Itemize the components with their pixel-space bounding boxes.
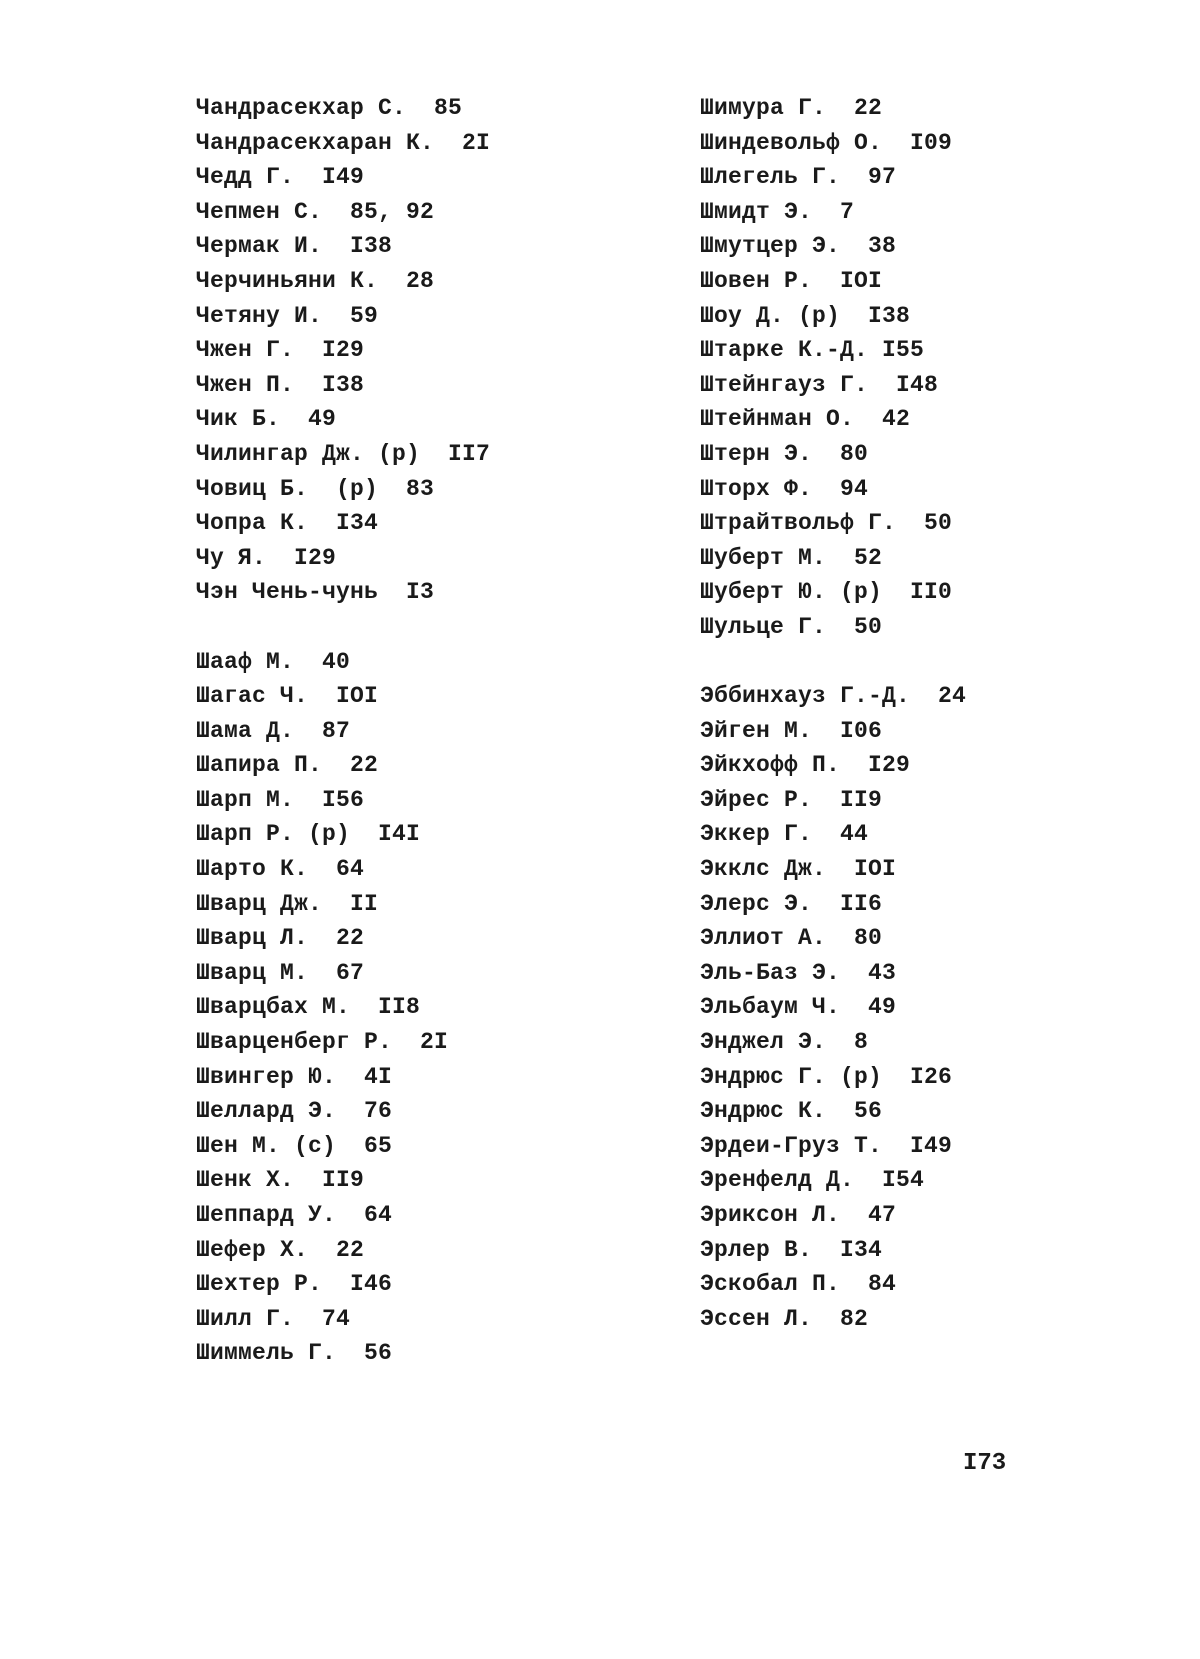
index-entry: Эльбаум Ч. 49 bbox=[700, 994, 897, 1021]
index-entry: Чепмен С. 85, 92 bbox=[196, 198, 435, 225]
index-entry: Шульце Г. 50 bbox=[700, 613, 883, 640]
index-entry: Экклс Дж. IOI bbox=[700, 856, 897, 883]
index-entry: Шварцбах М. II8 bbox=[196, 994, 421, 1021]
page-number: I73 bbox=[963, 1450, 1007, 1477]
index-entry: Шуберт Ю. (р) II0 bbox=[700, 579, 953, 606]
index-entry: Чермак И. I38 bbox=[196, 233, 393, 260]
index-right-column bbox=[700, 91, 966, 1336]
index-entry: Штейнман О. 42 bbox=[700, 406, 911, 433]
index-left-column bbox=[196, 91, 490, 1371]
index-entry: Шторх Ф. 94 bbox=[700, 475, 869, 502]
index-entry: Эскобал П. 84 bbox=[700, 1271, 897, 1298]
index-entry: Шмутцер Э. 38 bbox=[700, 233, 897, 260]
index-entry: Чедд Г. I49 bbox=[196, 164, 365, 191]
index-entry: Энджел Э. 8 bbox=[700, 1029, 869, 1056]
index-entry: Чилингар Дж. (р) II7 bbox=[196, 440, 491, 467]
index-entry: Эрдеи-Груз Т. I49 bbox=[700, 1132, 953, 1159]
index-entry: Шеллард Э. 76 bbox=[196, 1098, 393, 1125]
index-entry: Шарп Р. (р) I4I bbox=[196, 821, 421, 848]
index-entry: Шимура Г. 22 bbox=[700, 95, 883, 121]
index-entry: Шиммель Г. 56 bbox=[196, 1340, 393, 1367]
index-entry: Чэн Чень-чунь I3 bbox=[196, 579, 435, 606]
index-entry: Эндрюс К. 56 bbox=[700, 1098, 883, 1125]
index-entry: Чу Я. I29 bbox=[196, 544, 337, 571]
index-entry: Эрлер В. I34 bbox=[700, 1236, 883, 1263]
index-entry: Шуберт М. 52 bbox=[700, 544, 883, 571]
index-entry: Шовен Р. IOI bbox=[700, 267, 883, 294]
index-entry: Чжен Г. I29 bbox=[196, 337, 365, 364]
index-entry: Эйкхофф П. I29 bbox=[700, 752, 911, 779]
index-entry: Эль-Баз Э. 43 bbox=[700, 959, 897, 986]
index-entry: Эббинхауз Г.-Д. 24 bbox=[700, 683, 967, 710]
index-entry: Чандрасекхар С. 85 bbox=[196, 95, 463, 121]
index-entry: Шварц Л. 22 bbox=[196, 925, 365, 952]
index-entry: Шоу Д. (р) I38 bbox=[700, 302, 911, 329]
index-entry: Штерн Э. 80 bbox=[700, 440, 869, 467]
index-entry: Шенк Х. II9 bbox=[196, 1167, 365, 1194]
index-entry: Шмидт Э. 7 bbox=[700, 198, 855, 225]
index-entry: Эссен Л. 82 bbox=[700, 1305, 869, 1332]
index-entry: Шварц Дж. II bbox=[196, 890, 379, 917]
index-entry: Эйрес Р. II9 bbox=[700, 786, 883, 813]
index-entry: Шварценберг Р. 2I bbox=[196, 1029, 449, 1056]
index-entry: Элерс Э. II6 bbox=[700, 890, 883, 917]
index-entry: Швингер Ю. 4I bbox=[196, 1063, 393, 1090]
index-entry: Шен М. (с) 65 bbox=[196, 1132, 393, 1159]
index-entry: Эндрюс Г. (р) I26 bbox=[700, 1063, 953, 1090]
index-entry: Шехтер Р. I46 bbox=[196, 1271, 393, 1298]
index-entry: Шагас Ч. IOI bbox=[196, 683, 379, 710]
index-entry: Штрайтвольф Г. 50 bbox=[700, 510, 953, 537]
index-entry: Эйген М. I06 bbox=[700, 717, 883, 744]
index-entry: Четяну И. 59 bbox=[196, 302, 379, 329]
index-entry: Шарп М. I56 bbox=[196, 786, 365, 813]
index-entry: Эренфелд Д. I54 bbox=[700, 1167, 925, 1194]
index-entry: Эриксон Л. 47 bbox=[700, 1202, 897, 1228]
index-entry: Чик Б. 49 bbox=[196, 406, 337, 433]
index-entry: Эллиот А. 80 bbox=[700, 925, 883, 952]
index-entry: Шааф М. 40 bbox=[196, 648, 351, 675]
index-entry: Шарто К. 64 bbox=[196, 856, 365, 883]
index-entry: Шлегель Г. 97 bbox=[700, 164, 897, 191]
section-gap bbox=[700, 645, 966, 680]
index-entry: Чопра К. I34 bbox=[196, 510, 379, 537]
index-entry: Шефер Х. 22 bbox=[196, 1236, 365, 1263]
index-entry: Эккер Г. 44 bbox=[700, 821, 869, 848]
index-entry: Чжен П. I38 bbox=[196, 371, 365, 398]
index-entry: Штарке К.-Д. I55 bbox=[700, 337, 925, 364]
section-gap bbox=[196, 610, 490, 645]
index-entry: Шеппард У. 64 bbox=[196, 1202, 393, 1228]
index-entry: Шварц М. 67 bbox=[196, 959, 365, 986]
index-entry: Шилл Г. 74 bbox=[196, 1305, 351, 1332]
index-entry: Штейнгауз Г. I48 bbox=[700, 371, 939, 398]
index-entry: Шапира П. 22 bbox=[196, 752, 379, 779]
index-entry: Черчиньяни К. 28 bbox=[196, 267, 435, 294]
index-entry: Чандрасекхаран К. 2I bbox=[196, 129, 491, 156]
index-entry: Човиц Б. (р) 83 bbox=[196, 475, 435, 502]
index-entry: Шама Д. 87 bbox=[196, 717, 351, 744]
index-entry: Шиндевольф О. I09 bbox=[700, 129, 953, 156]
